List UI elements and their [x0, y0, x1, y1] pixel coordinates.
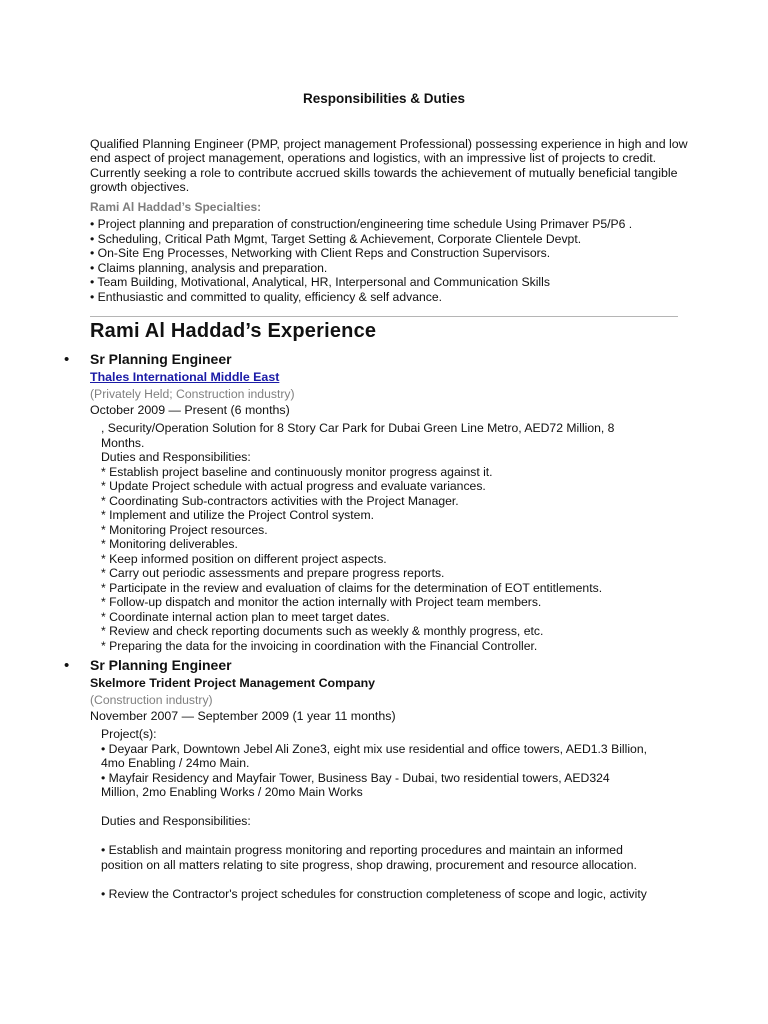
- detail-line: • Review the Contractor's project schedules for construction completeness of scope and logic, activity: [101, 886, 647, 901]
- job-details: [101, 727, 681, 901]
- detail-line: * Follow-up dispatch and monitor the action internally with Project team members.: [101, 595, 542, 609]
- job-dates: October 2009 — Present (6 months): [90, 403, 290, 417]
- bullet-icon: •: [64, 657, 70, 674]
- job-title: Sr Planning Engineer: [90, 657, 232, 673]
- list-item: • Claims planning, analysis and preparation.: [90, 260, 328, 275]
- job-details: [101, 421, 681, 653]
- list-item: • Scheduling, Critical Path Mgmt, Target Setting & Achievement, Corporate Clientele Devpt.: [90, 231, 582, 246]
- list-item: • Team Building, Motivational, Analytical, HR, Interpersonal and Communication Skills: [90, 275, 550, 289]
- detail-line: Project(s):: [101, 727, 157, 741]
- detail-line: 4mo Enabling / 24mo Main.: [101, 756, 250, 770]
- detail-line: * Carry out periodic assessments and prepare progress reports.: [101, 566, 445, 580]
- detail-line: • Deyaar Park, Downtown Jebel Ali Zone3, eight mix use residential and office towers, AED1.3 Billion,: [101, 741, 647, 756]
- company-meta: (Construction industry): [90, 693, 213, 707]
- spacer: [101, 872, 681, 887]
- detail-line: , Security/Operation Solution for 8 Story Car Park for Dubai Green Line Metro, AED72 Million, 8: [101, 421, 615, 435]
- list-item: • On-Site Eng Processes, Networking with Client Reps and Construction Supervisors.: [90, 246, 551, 260]
- detail-line: * Monitoring deliverables.: [101, 537, 238, 551]
- specialties-list: [90, 217, 690, 304]
- detail-line: * Establish project baseline and continuously monitor progress against it.: [101, 464, 493, 479]
- list-item: • Project planning and preparation of construction/engineering time schedule Using Primaver P5/P6 .: [90, 217, 633, 231]
- detail-line: • Mayfair Residency and Mayfair Tower, Business Bay - Dubai, two residential towers, AED324: [101, 770, 610, 785]
- job-title: Sr Planning Engineer: [90, 351, 232, 367]
- detail-line: • Establish and maintain progress monitoring and reporting procedures and maintain an informed: [101, 843, 623, 857]
- detail-line: * Monitoring Project resources.: [101, 522, 268, 537]
- job-dates: November 2007 — September 2009 (1 year 11 months): [90, 709, 396, 723]
- spacer: [101, 800, 681, 815]
- detail-line: * Update Project schedule with actual progress and evaluate variances.: [101, 479, 486, 493]
- detail-line: * Keep informed position on different project aspects.: [101, 551, 387, 566]
- detail-line: Duties and Responsibilities:: [101, 814, 251, 828]
- experience-heading: Rami Al Haddad’s Experience: [90, 320, 377, 342]
- detail-line: * Participate in the review and evaluation of claims for the determination of EOT entitlements.: [101, 580, 603, 595]
- detail-line: * Preparing the data for the invoicing in coordination with the Financial Controller.: [101, 638, 538, 653]
- summary-paragraph: Qualified Planning Engineer (PMP, project management Professional) possessing experience in high and low end aspect of project management, operations and logistics, with an impressive list of projects to credit. Currently seeking a role to contribute accrued skills towards the achievement of mutually beneficial tangible growth objectives.: [90, 137, 688, 195]
- list-item: • Enthusiastic and committed to quality, efficiency & self advance.: [90, 289, 443, 304]
- company-meta: (Privately Held; Construction industry): [90, 387, 295, 401]
- detail-line: Months.: [101, 435, 145, 450]
- detail-line: * Implement and utilize the Project Control system.: [101, 508, 374, 522]
- company-name: Skelmore Trident Project Management Company: [90, 676, 376, 690]
- spacer: [101, 829, 681, 844]
- detail-line: position on all matters relating to site progress, shop drawing, procurement and resource allocation.: [101, 857, 637, 872]
- bullet-icon: •: [64, 351, 70, 368]
- document-title: Responsibilities & Duties: [302, 91, 466, 106]
- detail-line: Million, 2mo Enabling Works / 20mo Main Works: [101, 785, 363, 799]
- section-divider: [90, 316, 678, 317]
- company-link[interactable]: Thales International Middle East: [90, 370, 280, 384]
- specialties-heading: Rami Al Haddad’s Specialties:: [90, 200, 262, 214]
- detail-line: Duties and Responsibilities:: [101, 450, 251, 464]
- detail-line: * Coordinate internal action plan to meet target dates.: [101, 609, 390, 624]
- detail-line: * Coordinating Sub-contractors activities with the Project Manager.: [101, 493, 459, 508]
- detail-line: * Review and check reporting documents such as weekly & monthly progress, etc.: [101, 624, 544, 638]
